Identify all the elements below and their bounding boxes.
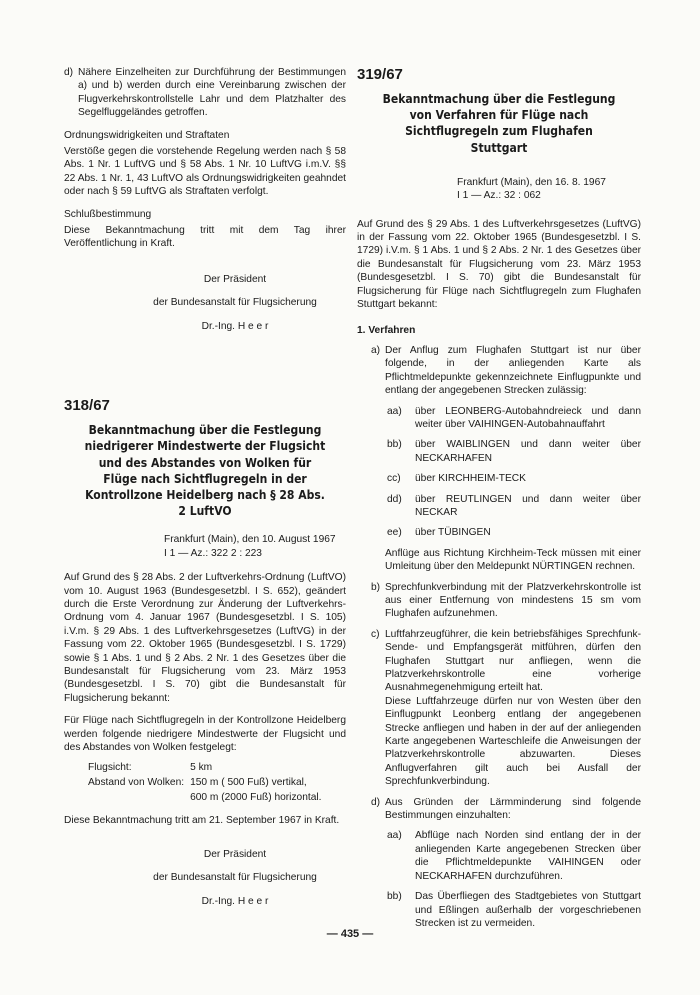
dateline-319-reference: I 1 — Az.: 32 : 062 [457,190,541,202]
route-bb-marker: bb) [387,439,402,451]
paragraph-319-basis: Auf Grund des § 29 Abs. 1 des Luftverkehrsgesetzes (LuftVG) in der Fassung vom 22. Oktober 1965 (Bundesgesetzbl. I S. 1729) i.V.m. § 1 Abs. 1 und § 2 Abs. 2 Nr. 1 des Gesetzes über die Bundesanstalt für Flugsicherung vom 23. März 1953 (Bundesgesetzbl. I S. 70) gibt die Bundesanstalt für Flugsicherung für Flüge nach Sichtflugregeln zum Flughafen Stuttgart bekannt: [357,218,641,311]
flugsicht-label: Flugsicht: [88,762,132,774]
signature-organisation: der Bundesanstalt für Flugsicherung [153,872,317,884]
item-d-right-text: Aus Gründen der Lärmminderung sind folgende Bestimmungen einzuhalten: [385,796,641,822]
route-aa-marker: aa) [387,405,402,417]
noise-rule-bb-text: Das Überfliegen des Stadtgebietes von Stuttgart und Eßlingen außerhalb der vorgeschriebenen Strecken ist zu vermeiden. [415,891,641,929]
notice-title-318: Bekanntmachung über die Festlegung niedrigerer Mindestwerte der Flugsicht und des Abstandes von Wolken für Flüge nach Sichtflugregeln in der Kontrollzone Heidelberg nach § 28 Abs. 2 LuftVO [84,422,326,519]
route-aa-text: über LEONBERG-Autobahndreieck und dann weiter über VAIHINGEN-Autobahnauffahrt [415,405,641,430]
paragraph-318-values-intro: Für Flüge nach Sichtflugregeln in der Kontrollzone Heidelberg werden folgende niedrigere Mindestwerte der Flugsicht und des Abstandes von Wolken festgelegt: [64,715,346,753]
item-a [371,344,641,398]
paragraph-318-effective: Diese Bekanntmachung tritt am 21. September 1967 in Kraft. [64,815,340,827]
route-cc-marker: cc) [387,473,401,485]
item-d-text: Nähere Einzelheiten zur Durchführung der Bestimmungen a) und b) werden durch eine Vereinbarung zwischen der Flugverkehrskontrollstelle Lahr und dem Platzhalter des Segelfluggeländes getroffen. [78,67,346,119]
noise-rule-bb [387,890,641,930]
item-d-right-marker: d) [371,796,381,808]
left-column [64,66,346,908]
section-1-heading: 1. Verfahren [357,325,416,337]
item-c-text [385,628,641,789]
notice-number-319: 319/67 [357,66,403,83]
route-cc-text: über KIRCHHEIM-TECK [415,473,526,485]
abstand-value-vertical: 150 m ( 500 Fuß) vertikal, [190,777,307,789]
signature-block-1 [124,273,346,333]
schluss-text: Diese Bekanntmachung tritt mit dem Tag ihrer Veröffentlichung in Kraft. [64,225,346,250]
item-c [371,628,641,789]
route-dd [387,493,641,520]
right-column [357,66,641,930]
route-ee-marker: ee) [387,527,402,539]
route-ee-text: über TÜBINGEN [415,527,491,539]
page-number: — 435 — [326,928,374,940]
paragraph-318-basis: Auf Grund des § 28 Abs. 2 der Luftverkehrs-Ordnung (LuftVO) vom 10. August 1963 (Bundesgesetzbl. I S. 652), geändert durch die Erste Verordnung zur Änderung der Luftverkehrs-Ordnung vom 4. Januar 1967 (Bundesgesetzbl. I S. 105) i.V.m. § 29 Abs. 1 des Luftverkehrsgesetzes (LuftVG) in der Fassung vom 22. Oktober 1965 (Bundesgesetzbl. I S. 1729) sowie § 1 Abs. 1 und § 2 Abs. 2 Nr. 1 des Gesetzes über die Bundesanstalt für Flugsicherung vom 23. März 1953 (Bundesgesetzbl. I S. 70) gibt die Bundesanstalt für Flugsicherung bekannt: [64,572,346,704]
notice-number-318: 318/67 [64,397,110,415]
signature-name: Dr.-Ing. H e e r [201,895,269,907]
ordnung-text: Verstöße gegen die vorstehende Regelung werden nach § 58 Abs. 1 Nr. 1 LuftVG und § 58 Abs. 1 Nr. 10 LuftVG i.m.V. §§ 22 Abs. 1 Nr. 1, 43 LuftVO als Ordnungswidrigkeiten geahndet oder nach § 59 LuftVG als Straftaten verfolgt. [64,146,346,198]
noise-rule-aa [387,829,641,883]
route-dd-text: über REUTLINGEN und dann weiter über NECKAR [415,493,641,518]
anfluege-note: Anflüge aus Richtung Kirchheim-Teck müssen mit einer Umleitung über den Meldepunkt NÜRTINGEN rechnen. [385,547,641,573]
item-b-text: Sprechfunkverbindung mit der Platzverkehrskontrolle ist aus einer Entfernung von mindestens 15 sm vom Flughafen aufzunehmen. [385,581,641,620]
dateline-318 [164,533,346,560]
route-aa [387,405,641,432]
item-d-marker: d) [64,67,74,78]
dateline-318-reference: I 1 — Az.: 322 2 : 223 [164,547,262,559]
signature-name: Dr.-Ing. H e e r [201,320,269,332]
route-bb [387,438,641,465]
item-a-text: Der Anflug zum Flughafen Stuttgart ist nur über folgende, in der anliegenden Karte als Pflichtmeldepunkte gekennzeichnete Einflugpunkte und entlang der angegebenen Strecken zulässig: [385,344,641,397]
signature-block-2 [124,848,346,908]
abstand-value-horizontal: 600 m (2000 Fuß) horizontal. [190,792,322,804]
item-b-marker: b) [371,581,381,593]
abstand-label: Abstand von Wolken: [88,777,185,789]
route-bb-text: über WAIBLINGEN und dann weiter über NECKARHAFEN [415,439,641,464]
dateline-319-place-date: Frankfurt (Main), den 16. 8. 1967 [457,176,606,188]
minimum-values-table [88,760,327,805]
item-a-marker: a) [371,344,381,356]
route-ee [387,526,641,539]
flugsicht-value: 5 km [190,762,213,774]
signature-title: Der Präsident [203,848,267,860]
noise-rule-aa-marker: aa) [387,830,402,842]
item-c-marker: c) [371,628,380,640]
route-dd-marker: dd) [387,493,402,505]
signature-organisation: der Bundesanstalt für Flugsicherung [153,297,317,309]
dateline-319 [457,176,641,203]
item-d [64,66,346,120]
item-b [371,581,641,621]
noise-rule-bb-marker: bb) [387,891,402,903]
item-c-paragraph-2: Diese Luftfahrzeuge dürfen nur von Westen über den Einflugpunkt Leonberg entlang der angegebenen Strecke anfliegen und haben in der auf der anliegenden Karte angegebenen Warteschleife die Anweisungen der Platzverkehrskontrolle abzuwarten. Dieses Anflugverfahren gilt auch bei Ausfall der Sprechfunkverbindung. [385,695,641,788]
notice-title-319: Bekanntmachung über die Festlegung von Verfahren für Flüge nach Sichtflugregeln zum Flughafen Stuttgart [382,91,616,155]
dateline-318-place-date: Frankfurt (Main), den 10. August 1967 [164,534,336,546]
noise-rule-aa-text: Abflüge nach Norden sind entlang der in der anliegenden Karte angegebenen Strecken über die Pflichtmeldepunkte VAIHINGEN oder NECKARHAFEN durchzuführen. [415,830,641,882]
route-cc [387,472,641,485]
ordnung-heading: Ordnungswidrigkeiten und Straftaten [64,129,230,141]
schluss-heading: Schlußbestimmung [64,208,152,220]
item-c-paragraph-1: Luftfahrzeugführer, die kein betriebsfähiges Sprechfunk-Sende- und Empfangsgerät mitführen, dürfen den Flughafen Stuttgart nur anfliegen, wenn die Platzverkehrskontrolle eine vorherige Ausnahmegenehmigung erteilt hat. [385,628,641,694]
signature-title: Der Präsident [203,273,267,285]
item-d-right [371,796,641,823]
